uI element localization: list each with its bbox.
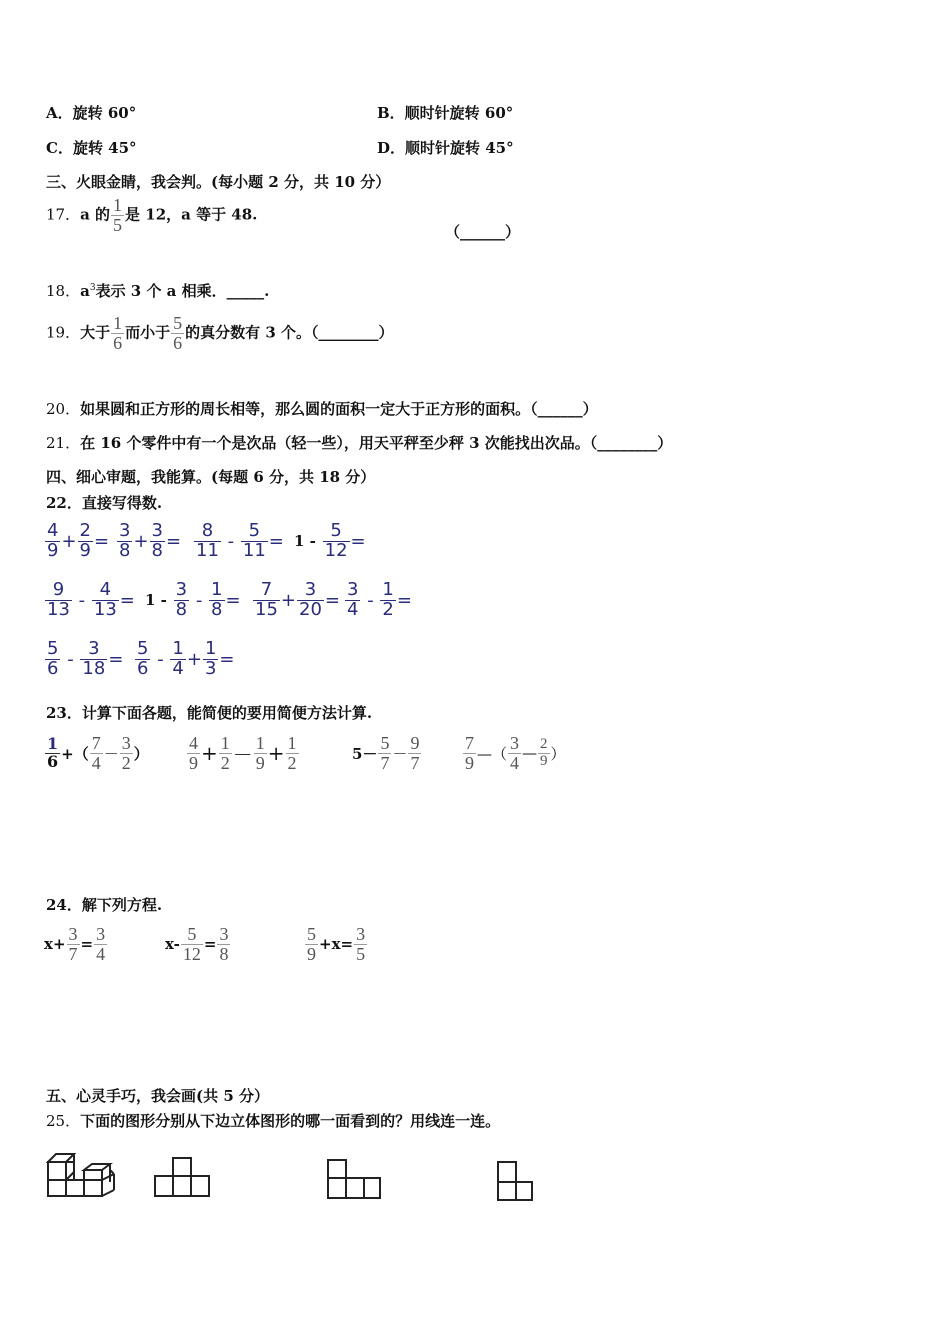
- q21-text: 在 16 个零件中有一个是次品（轻一些），用天平秤至少秤 3 次能找出次品。（________）: [80, 434, 673, 452]
- q19-text-mid: 而小于: [125, 323, 171, 342]
- q18: [46, 280, 269, 301]
- option-d: D．顺时针旋转 45°: [377, 139, 514, 157]
- q19-number: 19．: [46, 323, 81, 342]
- q23-expr2: $\frac{4}{9}$ + $\frac{1}{2}$ － $\frac{1}{9}$ + $\frac{1}{2}$: [189, 733, 297, 773]
- q20: [46, 398, 598, 419]
- q24-eq3: $\frac{5}{9}$ +x= $\frac{3}{5}$: [307, 924, 366, 964]
- view-figure-2: [324, 1156, 384, 1202]
- option-b: B．顺时针旋转 60°: [377, 104, 514, 122]
- q19: [46, 314, 394, 353]
- q25-text: 下面的图形分别从下边立体图形的哪一面看到的？用线连一连。: [80, 1112, 501, 1130]
- q19-text-post: 的真分数有 3 个。（________）: [185, 323, 394, 342]
- q19-text-pre: 大于: [80, 323, 111, 342]
- fraction: $\frac{1}{5}$: [113, 195, 123, 235]
- q22-row2-expr2: 1 - $\frac{3}{8}$ - $\frac{1}{8}$ =: [145, 579, 241, 620]
- option-c: C．旋转 45°: [46, 139, 137, 157]
- q23-expr1: $\frac{1}{6}$ +（ $\frac{7}{4}$ － $\frac{3}{2}$ ）: [47, 733, 149, 773]
- q21: [46, 432, 672, 453]
- q18-base: a: [80, 282, 90, 300]
- q24-eq2: x- $\frac{5}{12}$ = $\frac{3}{8}$: [165, 924, 229, 964]
- q18-number: 18．: [46, 282, 81, 300]
- q24-title: 24．解下列方程.: [46, 896, 163, 914]
- view-figure-1: [153, 1154, 213, 1200]
- section5-heading: 五、心灵手巧，我会画(共 5 分）: [46, 1087, 269, 1105]
- q25-number: 25．: [46, 1112, 81, 1130]
- q18-text: 表示 3 个 a 相乘．_____.: [95, 282, 270, 300]
- q17-text-pre: a 的: [80, 205, 111, 224]
- view-figure-3: [494, 1158, 538, 1204]
- q22-row2-expr1: $\frac{9}{13}$ - $\frac{4}{13}$ =: [47, 579, 135, 620]
- q17-text-post: 是 12，a 等于 48.: [125, 205, 258, 224]
- q21-number: 21．: [46, 434, 81, 452]
- q22-row1-expr3: $\frac{8}{11}$ - $\frac{5}{11}$ =: [196, 520, 284, 561]
- q23-expr4: $\frac{7}{9}$ —（ $\frac{3}{4}$ — $\frac{2}{9}$ ）: [465, 733, 566, 773]
- q18-exponent: 3: [89, 283, 96, 293]
- section3-heading: 三、火眼金睛，我会判。(每小题 2 分，共 10 分）: [46, 173, 391, 191]
- fraction: $\frac{5}{6}$: [173, 313, 183, 353]
- q17-answer-blank[interactable]: （______）: [445, 223, 521, 241]
- q17-number: 17．: [46, 205, 81, 224]
- q22-row1-expr1: $\frac{4}{9}$ + $\frac{2}{9}$ =: [47, 520, 110, 561]
- q22-row1-expr4: 1 - $\frac{5}{12}$ =: [294, 520, 366, 561]
- q20-number: 20．: [46, 400, 81, 418]
- option-a: A．旋转 60°: [46, 104, 137, 122]
- q25: [46, 1110, 500, 1131]
- q20-text: 如果圆和正方形的周长相等，那么圆的面积一定大于正方形的面积。（______）: [80, 400, 598, 418]
- fraction: $\frac{1}{6}$: [113, 313, 123, 353]
- q22-row2-expr4: $\frac{3}{4}$ - $\frac{1}{2}$ =: [347, 579, 412, 620]
- q22-row1-expr2: $\frac{3}{8}$ + $\frac{3}{8}$ =: [119, 520, 182, 561]
- q23-title: 23．计算下面各题，能简便的要用简便方法计算.: [46, 704, 373, 722]
- q22-row2-expr3: $\frac{7}{15}$ + $\frac{3}{20}$ =: [255, 579, 340, 620]
- q17: [46, 196, 257, 235]
- q22-row3-expr2: $\frac{5}{6}$ - $\frac{1}{4}$ + $\frac{1}{3}$ =: [137, 638, 235, 679]
- q23-expr3: 5－ $\frac{5}{7}$ － $\frac{9}{7}$: [352, 733, 420, 773]
- solid-figure-3d: [44, 1146, 122, 1200]
- q24-eq1: x+ $\frac{3}{7}$ = $\frac{3}{4}$: [44, 924, 106, 964]
- q22-title: 22．直接写得数.: [46, 494, 163, 512]
- section4-heading: 四、细心审题，我能算。(每题 6 分，共 18 分）: [46, 468, 376, 486]
- q22-row3-expr1: $\frac{5}{6}$ - $\frac{3}{18}$ =: [47, 638, 124, 679]
